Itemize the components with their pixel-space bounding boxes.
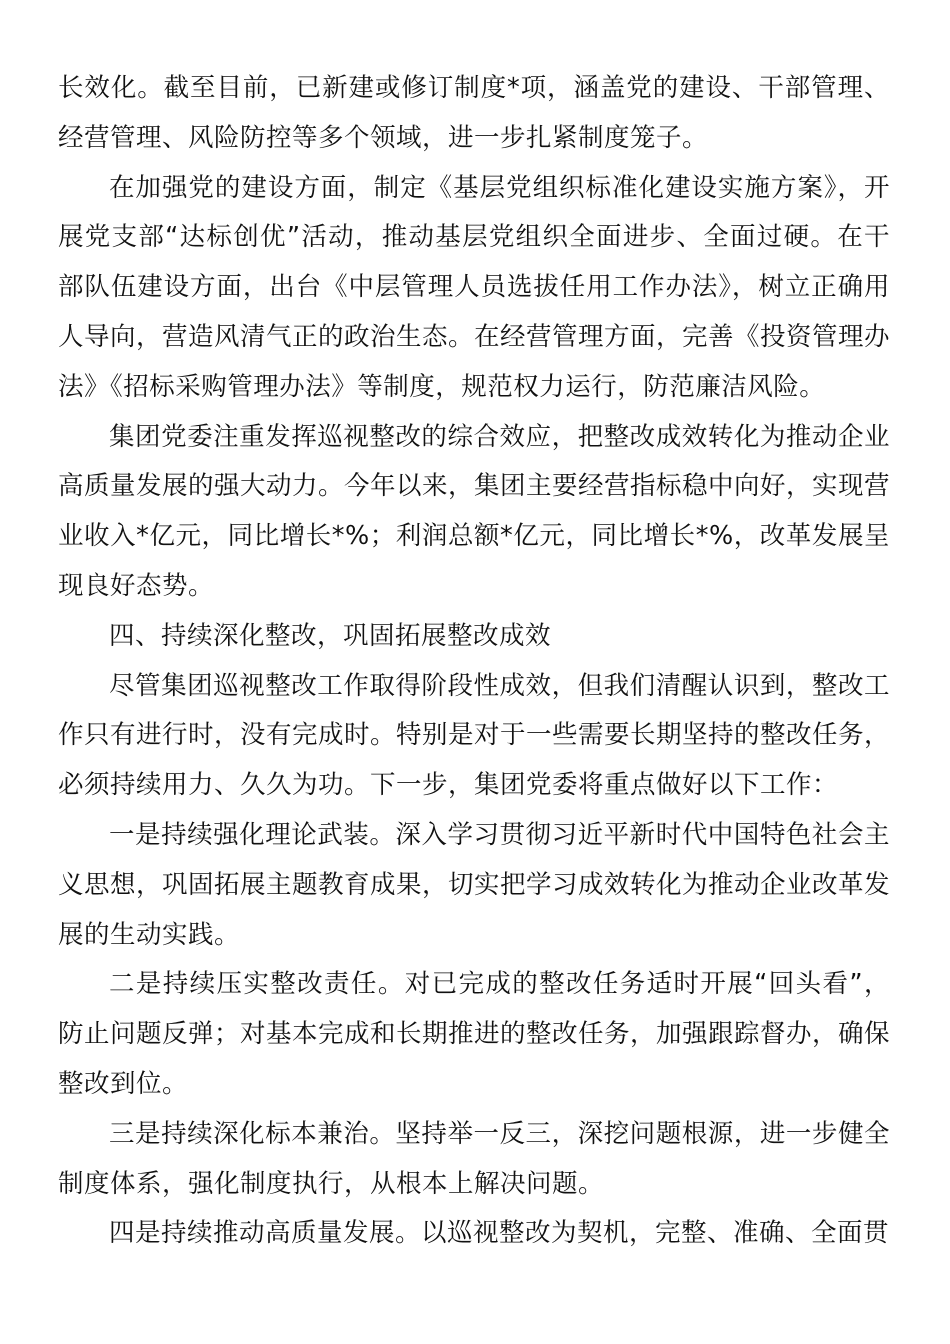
paragraph-comprehensive-effect: 集团党委注重发挥巡视整改的综合效应，把整改成效转化为推动企业高质量发展的强大动力。今年以来，集团主要经营指标稳中向好，实现营业收入*亿元，同比增长*%；利润总额*亿元，同比增长*%，改革发展呈现良好态势。 (58, 421, 891, 601)
paragraph-continuation: 长效化。截至目前，已新建或修订制度*项，涵盖党的建设、干部管理、经营管理、风险防控等多个领域，进一步扎紧制度笼子。 (58, 73, 890, 153)
document-page (58, 64, 890, 1259)
paragraph-item-four: 四是持续推动高质量发展。以巡视整改为契机，完整、准确、全面贯 (109, 1218, 890, 1249)
paragraph-item-two: 二是持续压实整改责任。对已完成的整改任务适时开展“回头看”，防止问题反弹；对基本完成和长期推进的整改任务，加强跟踪督办，确保整改到位。 (58, 969, 891, 1099)
paragraph-party-building: 在加强党的建设方面，制定《基层党组织标准化建设实施方案》，开展党支部“达标创优”活动，推动基层党组织全面进步、全面过硬。在干部队伍建设方面，出台《中层管理人员选拔任用工作办法》，树立正确用人导向，营造风清气正的政治生态。在经营管理方面，完善《投资管理办法》《招标采购管理办法》等制度，规范权力运行，防范廉洁风险。 (58, 172, 891, 402)
paragraph-item-one: 一是持续强化理论武装。深入学习贯彻习近平新时代中国特色社会主义思想，巩固拓展主题教育成果，切实把学习成效转化为推动企业改革发展的生动实践。 (58, 819, 891, 950)
paragraph-item-three: 三是持续深化标本兼治。坚持举一反三，深挖问题根源，进一步健全制度体系，强化制度执行，从根本上解决问题。 (58, 1118, 890, 1199)
paragraph-next-steps: 尽管集团巡视整改工作取得阶段性成效，但我们清醒认识到，整改工作只有进行时，没有完成时。特别是对于一些需要长期坚持的整改任务，必须持续用力、久久为功。下一步，集团党委将重点做好以下工作： (58, 670, 891, 801)
section-heading: 四、持续深化整改，巩固拓展整改成效 (109, 620, 552, 651)
